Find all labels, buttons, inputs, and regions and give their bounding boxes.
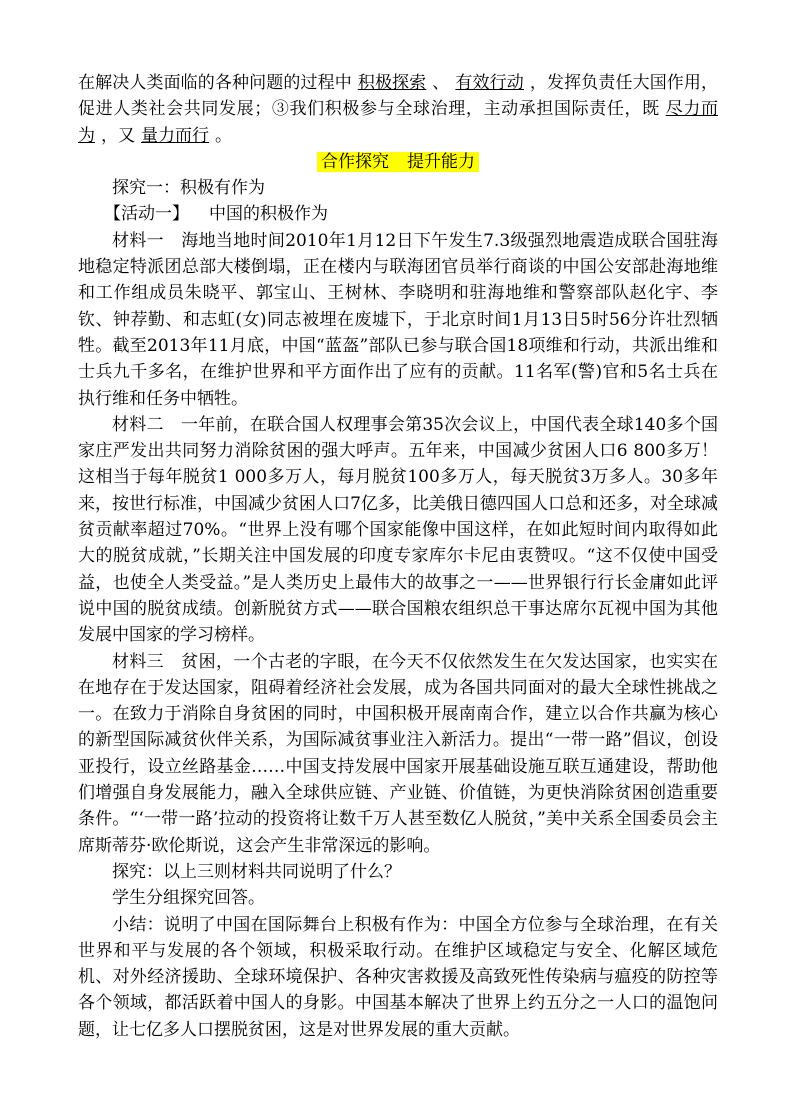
intro-text: 、 <box>432 73 450 93</box>
question-text: 探究：以上三则材料共同说明了什么？ <box>112 861 401 882</box>
blank-answer: 积极探索 <box>357 73 427 93</box>
material-1: 材料一 海地当地时间2010年1月12日下午发生7.3级强烈地震造成联合国驻海地稳定特派团总部大楼倒塌，正在楼内与联海团官员举行商谈的中国公安部赴海地维和工作组成员朱晓平、郭宝山、王树林、李晓明和驻海地维和警察部队赵化宇、李钦、钟荐勤、和志虹(女)同志被埋在废墟下，于北京时间1月13日5时56分许壮烈牺牲。截至2013年11月底，中国“蓝盔”部队已参与联合国18项维和行动，共派出维和士兵九千多名，在维护世界和平方面作出了应有的贡献。11名军(警)官和5名士兵在执行维和任务中牺牲。 <box>78 230 718 409</box>
blank-answer: 有效行动 <box>455 73 524 93</box>
section-highlight <box>317 152 479 172</box>
section-title-part2: 提升能力 <box>407 151 475 172</box>
blank-answer: 量力而行 <box>141 125 209 146</box>
intro-text: ，又 <box>101 125 135 146</box>
summary-paragraph: 小结：说明了中国在国际舞台上积极有作为：中国全方位参与全球治理，在有关世界和平与发展的各个领域，积极采取行动。在维护区域稳定与安全、化解区域危机、对外经济援助、全球环境保护、各种灾害救援及高致死性传染病与瘟疫的防控等各个领域，都活跃着中国人的身影。中国基本解决了世界上约五分之一人口的温饱问题，让七亿多人口摆脱贫困，这是对世界发展的重大贡献。 <box>78 914 718 1040</box>
document-page <box>78 70 718 1043</box>
intro-text: 在解决人类面临的各种问题的过程中 <box>78 73 352 93</box>
intro-text: ，发挥负责任大国作用，促进人类社会共同发展；③我们积极参与全球治理，主动承担国际责任，既 <box>78 73 719 120</box>
material-2: 材料二 一年前，在联合国人权理事会第35次会议上，中国代表全球140多个国家庄严发出共同努力消除贫困的强大呼声。五年来，中国减少贫困人口6 800多万！这相当于每年脱贫1 000多万人，每月脱贫100多万人，每天脱贫3万多人。30多年来，按世行标准，中国减少贫困人口7亿多，比美俄日德四国人口总和还多，对全球减贫贡献率超过70%。“世界上没有哪个国家能像中国这样，在如此短时间内取得如此大的脱贫成就，”长期关注中国发展的印度专家库尔卡尼由衷赞叹。“这不仅使中国受益，也使全人类受益。”是人类历史上最伟大的故事之一——世界银行行长金庸如此评说中国的脱贫成绩。创新脱贫方式——联合国粮农组织总干事达席尔瓦视中国为其他发展中国家的学习榜样。 <box>78 414 718 646</box>
activity-heading <box>78 201 718 227</box>
students-text: 学生分组探究回答。 <box>112 888 265 909</box>
section-heading <box>78 149 718 175</box>
activity-title: 中国的积极作为 <box>209 204 328 225</box>
blank-answer: 尽力而为 <box>78 99 719 146</box>
section-title-part1: 合作探究 <box>321 151 389 172</box>
intro-text: 。 <box>215 125 232 146</box>
explore-heading: 探究一：积极有作为 <box>112 178 265 199</box>
intro-paragraph <box>78 70 718 149</box>
material-3: 材料三 贫困，一个古老的字眼，在今天不仅依然发生在欠发达国家，也实实在在地存在于发达国家，阻碍着经济社会发展，成为各国共同面对的最大全球性挑战之一。在致力于消除自身贫困的同时，中国积极开展南南合作，建立以合作共赢为核心的新型国际减贫伙伴关系，为国际减贫事业注入新活力。提出“一带一路”倡议，创设亚投行，设立丝路基金……中国支持发展中国家开展基础设施互联互通建设，帮助他们增强自身发展能力，融入全球供应链、产业链、价值链，为更快消除贫困创造重要条件。“‘一带一路’拉动的投资将让数千万人甚至数亿人脱贫，”美中关系全国委员会主席斯蒂芬·欧伦斯说，这会产生非常深远的影响。 <box>78 651 718 856</box>
activity-label: 【活动一】 <box>104 204 189 225</box>
